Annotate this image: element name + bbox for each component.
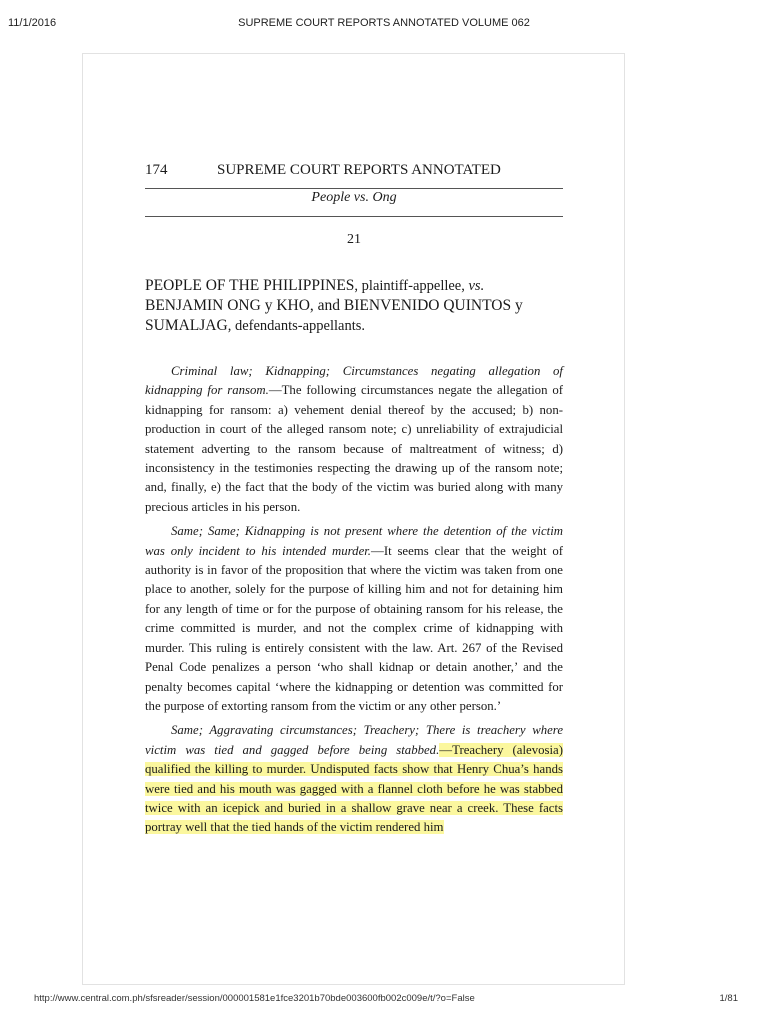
syllabus-paragraph (145, 522, 563, 716)
syllabus-heading: Same; Same; Kidnapping is not present where the detention of the victim was only incident to his intended murder. (145, 524, 563, 558)
syllabus (145, 362, 563, 843)
page-number: 174 (145, 162, 168, 178)
syllabus-heading: Same; Aggravating circumstances; Treachery; There is treachery where victim was tied and gagged before being stabbed. (145, 723, 563, 757)
syllabus-heading: Criminal law; Kidnapping; Circumstances negating allegation of kidnapping for ransom. (145, 364, 563, 398)
header-divider (145, 188, 563, 189)
case-short-title: People vs. Ong (311, 190, 397, 205)
defendants-name: BENJAMIN ONG y KHO, and BIENVENIDO QUINTOS y SUMALJAG (145, 297, 523, 334)
page-count: 1/81 (719, 993, 738, 1004)
browser-print-header (0, 0, 768, 40)
case-number: 21 (347, 232, 361, 247)
versus: vs. (468, 278, 485, 294)
plaintiff-name: PEOPLE OF THE PHILIPPINES (145, 277, 355, 294)
syllabus-paragraph (145, 362, 563, 517)
syllabus-body: —The following circumstances negate the allegation of kidnapping for ransom: a) vehement denial thereof by the accused; b) non-production in court of the alleged ransom note; c) unreliability of extrajudicial statement adverting to the ransom because of maltreatment of witness; d) inconsistency in the testimonies respecting the drawing up of the ransom note; and, finally, e) the fact that the body of the victim was buried along with many precious articles in his person. (145, 383, 563, 514)
case-title-divider (145, 216, 563, 217)
plaintiff-role: , plaintiff-appellee, (354, 278, 469, 294)
print-title: SUPREME COURT REPORTS ANNOTATED VOLUME 062 (238, 17, 530, 29)
document-page (82, 53, 625, 985)
case-parties (145, 276, 563, 336)
print-date: 11/1/2016 (8, 17, 57, 29)
syllabus-body: —It seems clear that the weight of authority is in favor of the proposition that where the victim was taken from one place to another, solely for the purpose of killing him and not for detaining him for any length of time or for the purpose of obtaining ransom for his release, the crime committed is murder, and not the complex crime of kidnapping with murder. This ruling is entirely consistent with the law. Art. 267 of the Revised Penal Code penalizes a person ‘who shall kidnap or detain another,’ and the penalty becomes capital ‘where the kidnapping or detention was committed for the purpose of extorting ransom from the victim or any other person.’ (145, 543, 563, 713)
defendants-role: , defendants-appellants. (227, 318, 365, 334)
page-url[interactable]: http://www.central.com.ph/sfsreader/session/000001581e1fce3201b70bde003600fb002c009e/t/?o=False (34, 993, 475, 1004)
highlighted-text[interactable]: —Treachery (alevosia) qualified the killing to murder. Undisputed facts show that Henry Chua’s hands were tied and his mouth was gagged with a flannel cloth before he was stabbed twice with an icepick and buried in a shallow grave near a creek. These facts portray well that the tied hands of the victim rendered him (145, 742, 563, 835)
syllabus-paragraph (145, 721, 563, 837)
reporter-title: SUPREME COURT REPORTS ANNOTATED (217, 162, 501, 178)
